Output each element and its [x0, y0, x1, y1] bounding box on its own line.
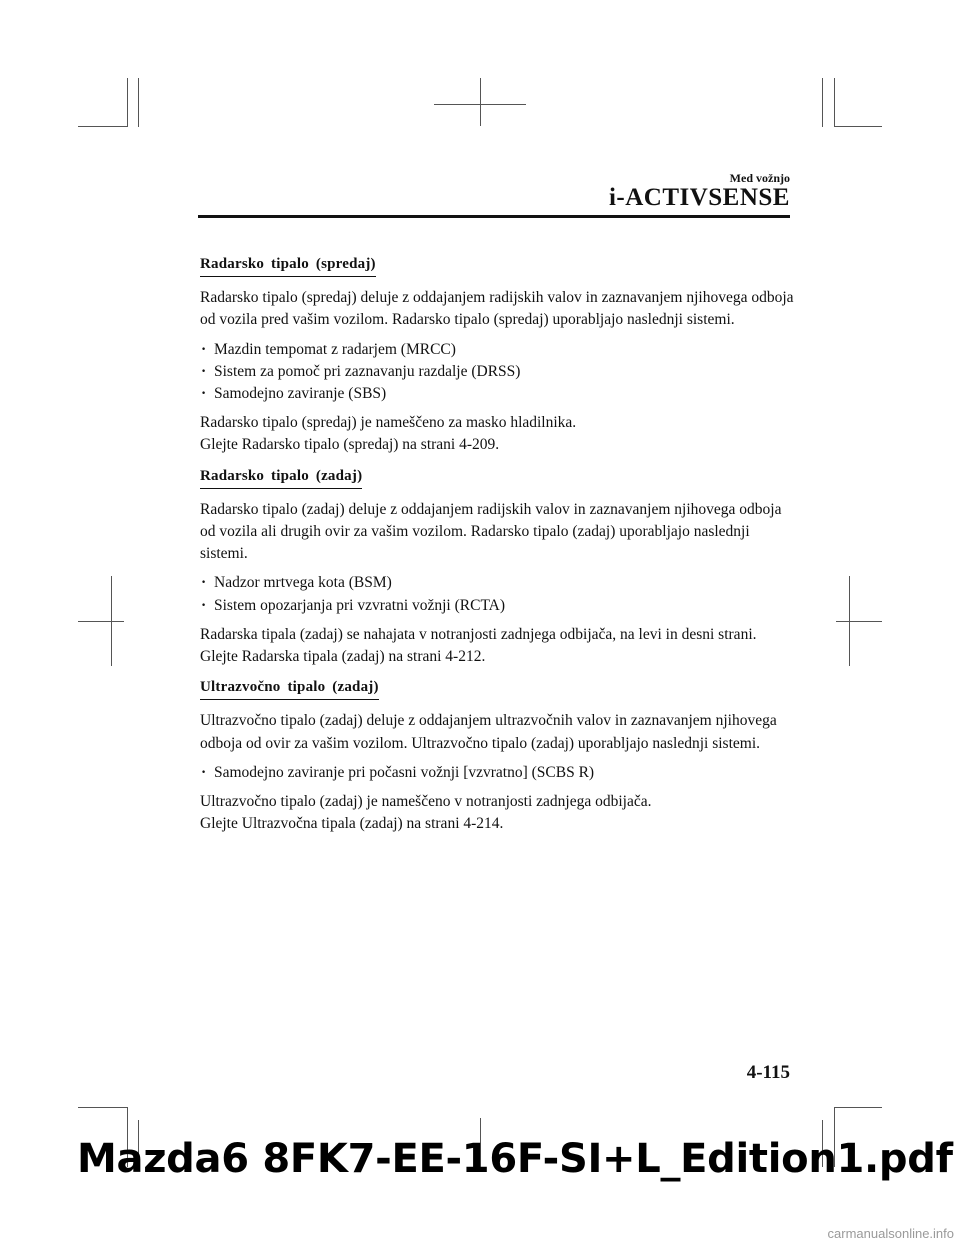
location-text: Radarska tipala (zadaj) se nahajata v notranjosti zadnjega odbijača, na levi in desni strani.: [200, 625, 757, 643]
list-item: · Samodejno zaviranje pri počasni vožnji [vzvratno] (SCBS R): [200, 762, 795, 784]
section-intro: Radarsko tipalo (zadaj) deluje z oddajanjem radijskih valov in zaznavanjem njihovega odboja od vozila ali drugih ovir za vašim vozilom. Radarsko tipalo (zadaj) uporabljajo naslednji sistemi.: [200, 500, 782, 563]
system-list: [200, 339, 795, 406]
running-header-title: i-ACTIVSENSE: [608, 184, 790, 211]
list-item: · Sistem za pomoč pri zaznavanju razdalje (DRSS): [200, 361, 795, 383]
list-item: · Nadzor mrtvega kota (BSM): [200, 572, 795, 594]
system-list: [200, 572, 795, 616]
page-reference: Glejte Radarska tipala (zadaj) na strani 4-212.: [200, 648, 486, 666]
footer-filename: Mazda6 8FK7-EE-16F-SI+L_Edition1.pdf: [77, 1136, 953, 1182]
section-heading: Ultrazvočno tipalo (zadaj): [200, 676, 379, 700]
section-front-radar: [200, 253, 795, 457]
running-header-section: Med vožnjo: [729, 171, 790, 185]
list-item: · Mazdin tempomat z radarjem (MRCC): [200, 339, 795, 361]
list-item: · Samodejno zaviranje (SBS): [200, 383, 795, 405]
section-heading: Radarsko tipalo (zadaj): [200, 465, 362, 489]
page-content: [200, 253, 795, 843]
list-item: · Sistem opozarjanja pri vzvratni vožnji (RCTA): [200, 595, 795, 617]
section-intro: Radarsko tipalo (spredaj) deluje z oddajanjem radijskih valov in zaznavanjem njihovega odboja od vozila pred vašim vozilom. Radarsko tipalo (spredaj) uporabljajo naslednji sistemi.: [200, 289, 794, 329]
location-text: Ultrazvočno tipalo (zadaj) je nameščeno v notranjosti zadnjega odbijača.: [200, 793, 652, 811]
system-list: [200, 762, 795, 784]
section-intro: Ultrazvočno tipalo (zadaj) deluje z oddajanjem ultrazvočnih valov in zaznavanjem njihovega odboja od ovir za vašim vozilom. Ultrazvočno tipalo (zadaj) uporabljajo naslednji sistemi.: [200, 712, 777, 752]
watermark-link[interactable]: carmanualsonline.info: [827, 1226, 954, 1241]
section-heading: Radarsko tipalo (spredaj): [200, 253, 376, 277]
location-text: Radarsko tipalo (spredaj) je nameščeno za masko hladilnika.: [200, 414, 577, 432]
page-reference: Glejte Ultrazvočna tipala (zadaj) na strani 4-214.: [200, 815, 504, 833]
page-number: 4-115: [746, 1062, 790, 1083]
section-rear-radar: [200, 465, 795, 669]
section-rear-ultrasonic: [200, 676, 795, 835]
page-reference: Glejte Radarsko tipalo (spredaj) na strani 4-209.: [200, 436, 500, 454]
header-rule: [198, 215, 790, 218]
